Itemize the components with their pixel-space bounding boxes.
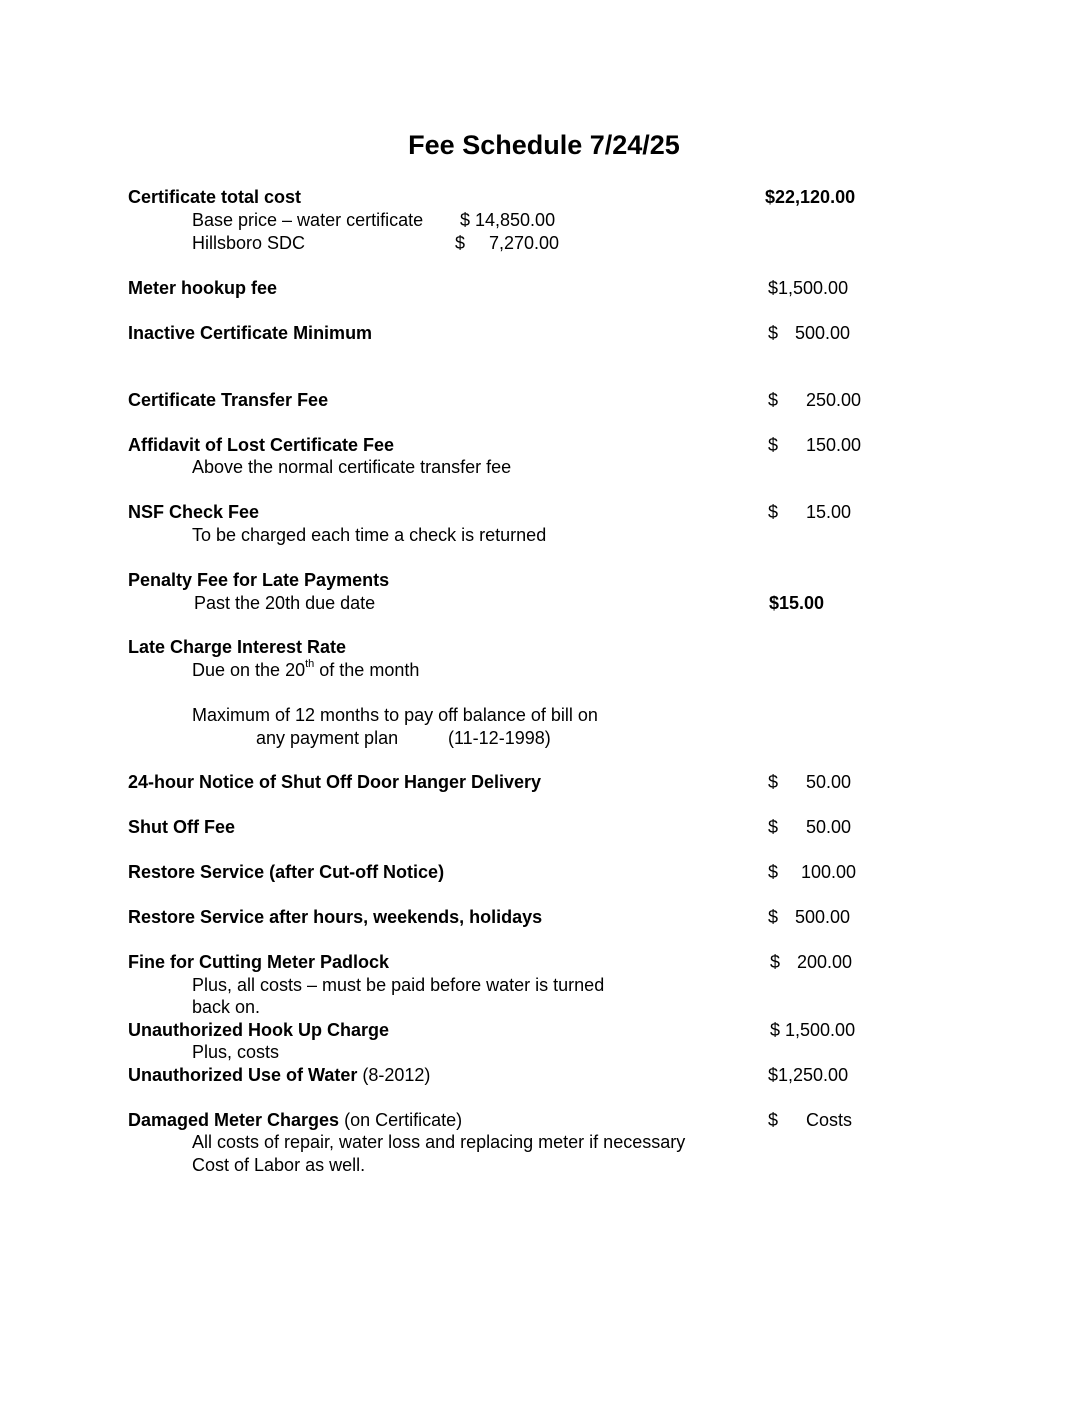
restore-after-hours-label: Restore Service after hours, weekends, holidays [128,907,543,927]
payment-plan-line-1: Maximum of 12 months to pay off balance of bill on [192,705,598,725]
nsf-fee-note: To be charged each time a check is returned [192,525,547,545]
door-hanger-dollar: $ [768,772,779,792]
payment-plan-date: (11-12-1998) [448,728,551,748]
sdc-amount: 7,270.00 [489,233,560,253]
payment-plan-line-2: any payment plan [256,728,399,748]
certificate-total-label: Certificate total cost [128,187,302,207]
interest-note-text: Due on the 20 [192,660,306,680]
door-hanger-amount: 50.00 [806,772,852,792]
nsf-fee-label: NSF Check Fee [128,502,260,522]
base-price-amount: 14,850.00 [475,210,556,230]
damaged-meter-qualifier: (on Certificate) [339,1110,463,1130]
interest-rate-label: Late Charge Interest Rate [128,637,347,657]
restore-service-amount: 100.00 [801,862,857,882]
unauthorized-use-row [128,1064,430,1087]
inactive-minimum-dollar: $ [768,323,779,343]
inactive-minimum-label: Inactive Certificate Minimum [128,323,373,343]
base-price-label: Base price – water certificate [192,210,424,230]
nsf-fee-dollar: $ [768,502,779,522]
unauthorized-hookup-note: Plus, costs [192,1042,280,1062]
door-hanger-label: 24-hour Notice of Shut Off Door Hanger Delivery [128,772,542,792]
damaged-meter-note-1: All costs of repair, water loss and replacing meter if necessary [192,1132,686,1152]
padlock-fine-note-1: Plus, all costs – must be paid before water is turned [192,975,605,995]
damaged-meter-note-2: Cost of Labor as well. [192,1155,366,1175]
certificate-total-amount: $22,120.00 [765,187,856,207]
damaged-meter-amount: Costs [806,1110,853,1130]
padlock-fine-dollar: $ [770,952,781,972]
penalty-fee-amount: $15.00 [769,593,825,613]
base-price-dollar: $ [460,210,471,230]
page-title: Fee Schedule 7/24/25 [408,130,680,160]
unauthorized-use-date: (8-2012) [357,1065,431,1085]
damaged-meter-dollar: $ [768,1110,779,1130]
transfer-fee-amount: 250.00 [806,390,862,410]
unauthorized-use-label: Unauthorized Use of Water [128,1065,358,1085]
interest-note-text-end: of the month [314,660,420,680]
penalty-fee-note: Past the 20th due date [194,593,376,613]
lost-certificate-label: Affidavit of Lost Certificate Fee [128,435,395,455]
lost-certificate-dollar: $ [768,435,779,455]
transfer-fee-label: Certificate Transfer Fee [128,390,329,410]
restore-service-dollar: $ [768,862,779,882]
transfer-fee-dollar: $ [768,390,779,410]
sdc-dollar: $ [455,233,466,253]
sdc-label: Hillsboro SDC [192,233,306,253]
lost-certificate-amount: 150.00 [806,435,862,455]
lost-certificate-note: Above the normal certificate transfer fee [192,457,512,477]
unauthorized-hookup-amount: $ 1,500.00 [770,1020,856,1040]
damaged-meter-label: Damaged Meter Charges [128,1110,340,1130]
restore-after-hours-dollar: $ [768,907,779,927]
padlock-fine-label: Fine for Cutting Meter Padlock [128,952,390,972]
penalty-fee-label: Penalty Fee for Late Payments [128,570,390,590]
interest-note-superscript: th [305,658,315,670]
restore-service-label: Restore Service (after Cut-off Notice) [128,862,445,882]
nsf-fee-amount: 15.00 [806,502,852,522]
meter-hookup-amount: $1,500.00 [768,278,849,298]
padlock-fine-amount: 200.00 [797,952,853,972]
restore-after-hours-amount: 500.00 [795,907,851,927]
unauthorized-hookup-label: Unauthorized Hook Up Charge [128,1020,390,1040]
damaged-meter-row [128,1109,462,1132]
padlock-fine-note-2: back on. [192,997,261,1017]
shut-off-label: Shut Off Fee [128,817,235,837]
shut-off-dollar: $ [768,817,779,837]
shut-off-amount: 50.00 [806,817,852,837]
inactive-minimum-amount: 500.00 [795,323,851,343]
interest-rate-note [192,659,419,682]
unauthorized-use-amount: $1,250.00 [768,1065,849,1085]
meter-hookup-label: Meter hookup fee [128,278,278,298]
